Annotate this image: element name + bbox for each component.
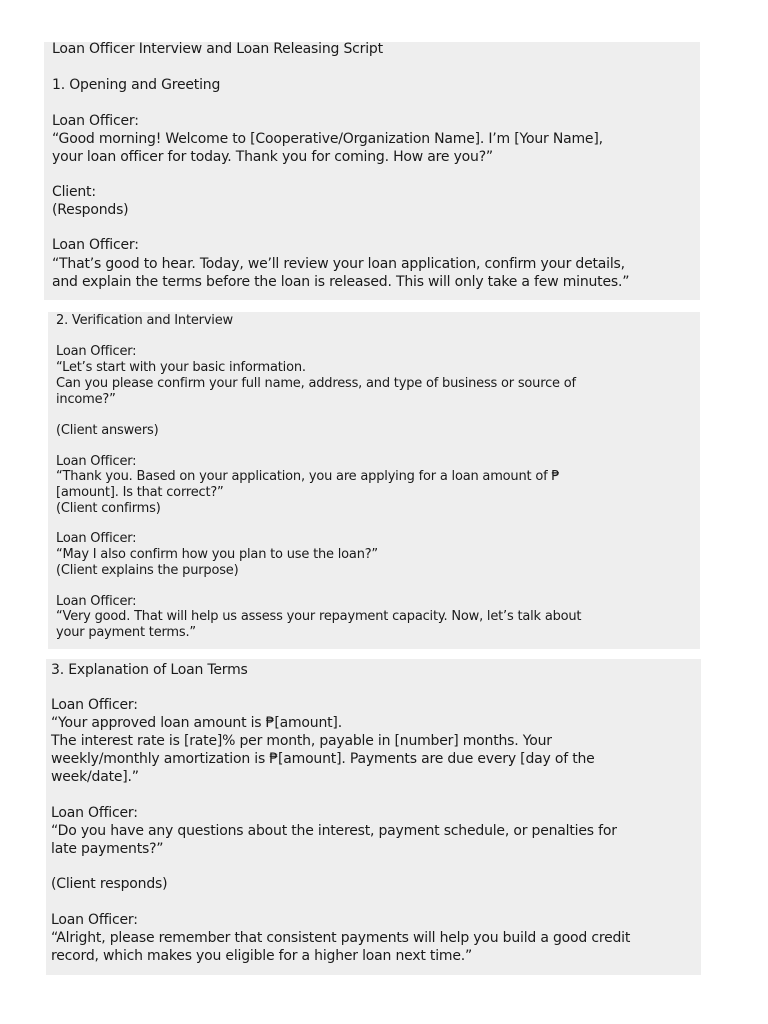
dialogue-line: [amount]. Is that correct?”: [56, 485, 224, 500]
client-note: (Client responds): [51, 876, 168, 892]
dialogue-line: “Your approved loan amount is ₱[amount].: [51, 715, 342, 731]
dialogue-line: “Let’s start with your basic information.: [56, 360, 306, 375]
section-heading: 2. Verification and Interview: [56, 313, 233, 328]
document-title: Loan Officer Interview and Loan Releasing Script: [52, 41, 383, 57]
speaker-label: Client:: [52, 184, 96, 200]
dialogue-line: your payment terms.”: [56, 625, 196, 640]
section-verification-interview: [48, 312, 700, 649]
dialogue-line: Can you please confirm your full name, address, and type of business or source of: [56, 376, 576, 391]
client-note: (Client explains the purpose): [56, 563, 239, 578]
speaker-label: Loan Officer:: [56, 531, 137, 546]
speaker-label: Loan Officer:: [51, 697, 138, 713]
dialogue-line: “Very good. That will help us assess your repayment capacity. Now, let’s talk about: [56, 609, 582, 624]
dialogue-line: weekly/monthly amortization is ₱[amount]. Payments are due every [day of the: [51, 751, 595, 767]
dialogue-line: “Do you have any questions about the interest, payment schedule, or penalties for: [51, 823, 617, 839]
client-note: (Responds): [52, 202, 129, 218]
speaker-label: Loan Officer:: [52, 237, 139, 253]
speaker-label: Loan Officer:: [56, 594, 137, 609]
speaker-label: Loan Officer:: [56, 344, 137, 359]
client-note: (Client answers): [56, 423, 159, 438]
speaker-label: Loan Officer:: [56, 454, 137, 469]
client-note: (Client confirms): [56, 501, 161, 516]
dialogue-line: late payments?”: [51, 841, 164, 857]
dialogue-line: income?”: [56, 392, 116, 407]
dialogue-line: “May I also confirm how you plan to use the loan?”: [56, 547, 378, 562]
dialogue-line: record, which makes you eligible for a higher loan next time.”: [51, 948, 473, 964]
dialogue-line: “Good morning! Welcome to [Cooperative/Organization Name]. I’m [Your Name],: [52, 131, 603, 147]
speaker-label: Loan Officer:: [51, 912, 138, 928]
dialogue-line: week/date].”: [51, 769, 139, 785]
speaker-label: Loan Officer:: [52, 113, 139, 129]
dialogue-line: and explain the terms before the loan is released. This will only take a few minutes.”: [52, 274, 630, 290]
dialogue-line: “That’s good to hear. Today, we’ll review your loan application, confirm your details,: [52, 256, 625, 272]
speaker-label: Loan Officer:: [51, 805, 138, 821]
section-heading: 1. Opening and Greeting: [52, 77, 221, 93]
section-opening-greeting: [44, 42, 700, 300]
section-heading: 3. Explanation of Loan Terms: [51, 662, 248, 678]
section-loan-terms: [46, 659, 701, 975]
dialogue-line: “Thank you. Based on your application, you are applying for a loan amount of ₱: [56, 469, 560, 484]
dialogue-line: The interest rate is [rate]% per month, payable in [number] months. Your: [51, 733, 552, 749]
dialogue-line: your loan officer for today. Thank you for coming. How are you?”: [52, 149, 493, 165]
dialogue-line: “Alright, please remember that consistent payments will help you build a good credit: [51, 930, 631, 946]
